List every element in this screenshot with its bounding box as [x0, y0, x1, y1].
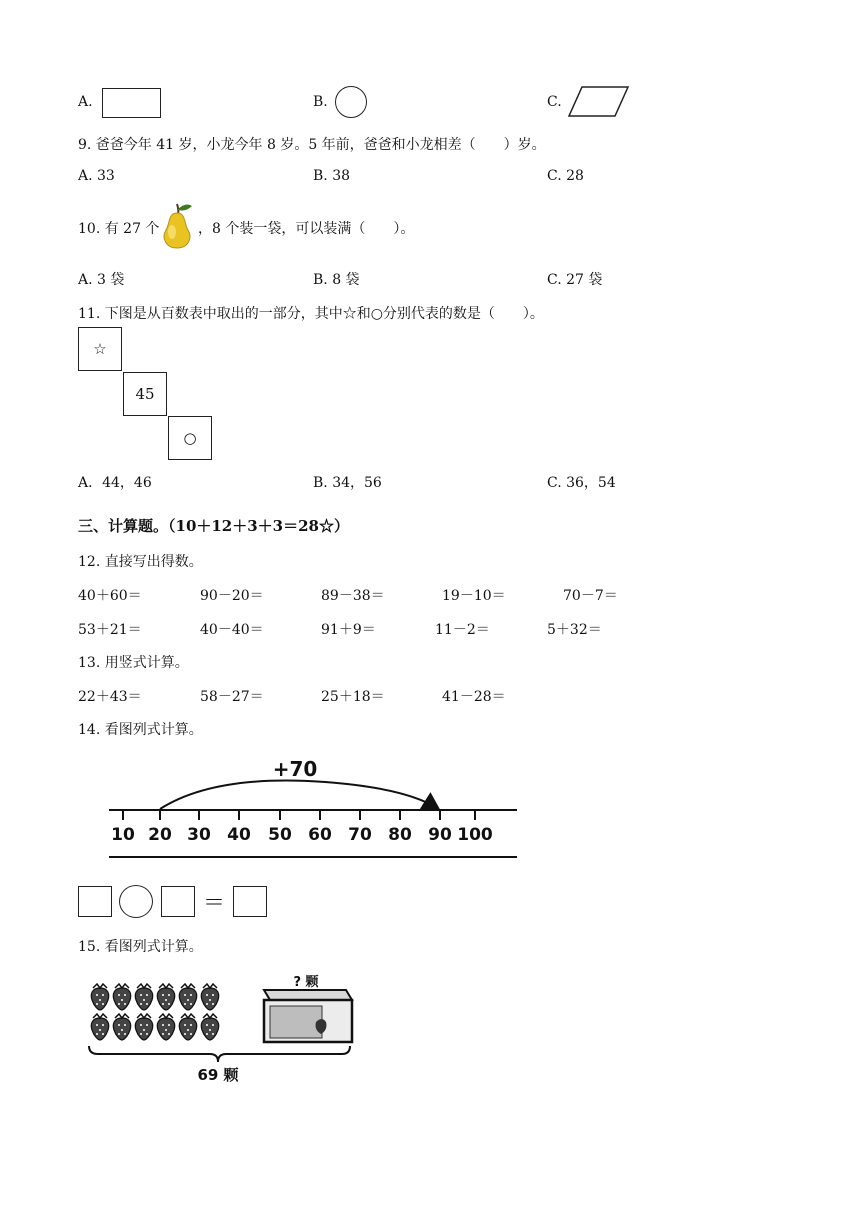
q10-option-a[interactable]: A. 3 袋	[78, 272, 125, 288]
q12-expr: 11－2＝	[435, 622, 490, 638]
q12-expr: 91＋9＝	[321, 622, 376, 638]
tick-labels	[111, 825, 493, 845]
q12-expr: 90－20＝	[200, 588, 264, 604]
strawberry-icon	[157, 984, 174, 1010]
q13-expr: 25＋18＝	[321, 689, 385, 705]
parallelogram-shape	[568, 86, 630, 118]
answer-box-1[interactable]	[78, 886, 112, 917]
strawberry-icon	[91, 984, 108, 1010]
q9-option-c[interactable]: C. 28	[547, 168, 584, 184]
total-label: 69 颗	[197, 1066, 239, 1084]
hundred-table-cell-circle: ○	[168, 416, 212, 460]
tick-label: 100	[457, 825, 493, 845]
q12-expr: 40＋60＝	[78, 588, 142, 604]
box-label: ? 颗	[293, 975, 319, 990]
circle-shape	[335, 86, 367, 118]
strawberry-icon	[113, 984, 130, 1010]
q12-expr: 53＋21＝	[78, 622, 142, 638]
q12-text: 12. 直接写出得数。	[78, 554, 203, 570]
strawberry-group	[91, 984, 218, 1040]
q12-expr: 19－10＝	[442, 588, 506, 604]
tick-label: 70	[348, 825, 372, 845]
strawberry-icon	[91, 1014, 108, 1040]
answer-box-result[interactable]	[233, 886, 267, 917]
q12-expr: 89－38＝	[321, 588, 385, 604]
tick-label: 50	[268, 825, 292, 845]
section-3-title: 三、计算题。（10＋12＋3＋3＝28☆）	[78, 517, 349, 535]
q11-option-c[interactable]: C. 36，54	[547, 475, 616, 491]
strawberry-icon	[201, 984, 218, 1010]
strawberry-icon	[157, 1014, 174, 1040]
hundred-table-cell-45: 45	[123, 372, 167, 416]
tick-label: 20	[148, 825, 172, 845]
tick-label: 40	[227, 825, 251, 845]
q15-text: 15. 看图列式计算。	[78, 939, 203, 955]
strawberry-icon	[179, 1014, 196, 1040]
q9-option-b[interactable]: B. 38	[313, 168, 351, 184]
q10-text-after: ，8 个装一袋，可以装满（ ）。	[198, 221, 415, 237]
box-icon	[264, 990, 352, 1042]
pear-icon	[158, 200, 196, 250]
jump-arrow	[160, 781, 437, 809]
q13-expr: 41－28＝	[442, 689, 506, 705]
q11-text: 11. 下图是从百数表中取出的一部分，其中☆和○分别代表的数是（ ）。	[78, 306, 544, 322]
equals-sign: ＝	[203, 891, 226, 916]
q12-expr: 5＋32＝	[547, 622, 602, 638]
q10-option-b[interactable]: B. 8 袋	[313, 272, 360, 288]
strawberry-icon	[135, 984, 152, 1010]
q10-option-c[interactable]: C. 27 袋	[547, 272, 603, 288]
q10-text-before: 10. 有 27 个	[78, 221, 160, 237]
tick-label: 80	[388, 825, 412, 845]
operator-circle[interactable]	[119, 885, 153, 918]
tick-label: 60	[308, 825, 332, 845]
q9-text: 9. 爸爸今年 41 岁，小龙今年 8 岁。5 年前，爸爸和小龙相差（ ）岁。	[78, 137, 546, 153]
hundred-table-cell-star: ☆	[78, 327, 122, 371]
q12-expr: 70－7＝	[563, 588, 618, 604]
q14-text: 14. 看图列式计算。	[78, 722, 203, 738]
q8-option-a-label[interactable]: A.	[78, 94, 93, 110]
strawberry-icon	[179, 984, 196, 1010]
tick-label: 10	[111, 825, 135, 845]
strawberry-icon	[113, 1014, 130, 1040]
total-brace	[89, 1046, 350, 1062]
q13-expr: 58－27＝	[200, 689, 264, 705]
number-line-diagram	[105, 752, 525, 864]
tick-label: 90	[428, 825, 452, 845]
tick-marks	[123, 810, 475, 820]
q8-option-b-label[interactable]: B.	[313, 94, 328, 110]
q8-option-c-label[interactable]: C.	[547, 94, 562, 110]
q13-expr: 22＋43＝	[78, 689, 142, 705]
strawberry-box-diagram	[84, 970, 359, 1085]
q9-option-a[interactable]: A. 33	[78, 168, 115, 184]
rectangle-shape	[102, 88, 161, 118]
q11-option-a[interactable]: A．44，46	[78, 475, 152, 491]
q13-text: 13. 用竖式计算。	[78, 655, 189, 671]
q12-expr: 40－40＝	[200, 622, 264, 638]
q11-option-b[interactable]: B. 34，56	[313, 475, 382, 491]
strawberry-icon	[201, 1014, 218, 1040]
strawberry-icon	[135, 1014, 152, 1040]
tick-label: 30	[187, 825, 211, 845]
answer-box-2[interactable]	[161, 886, 195, 917]
jump-label: +70	[272, 757, 318, 781]
